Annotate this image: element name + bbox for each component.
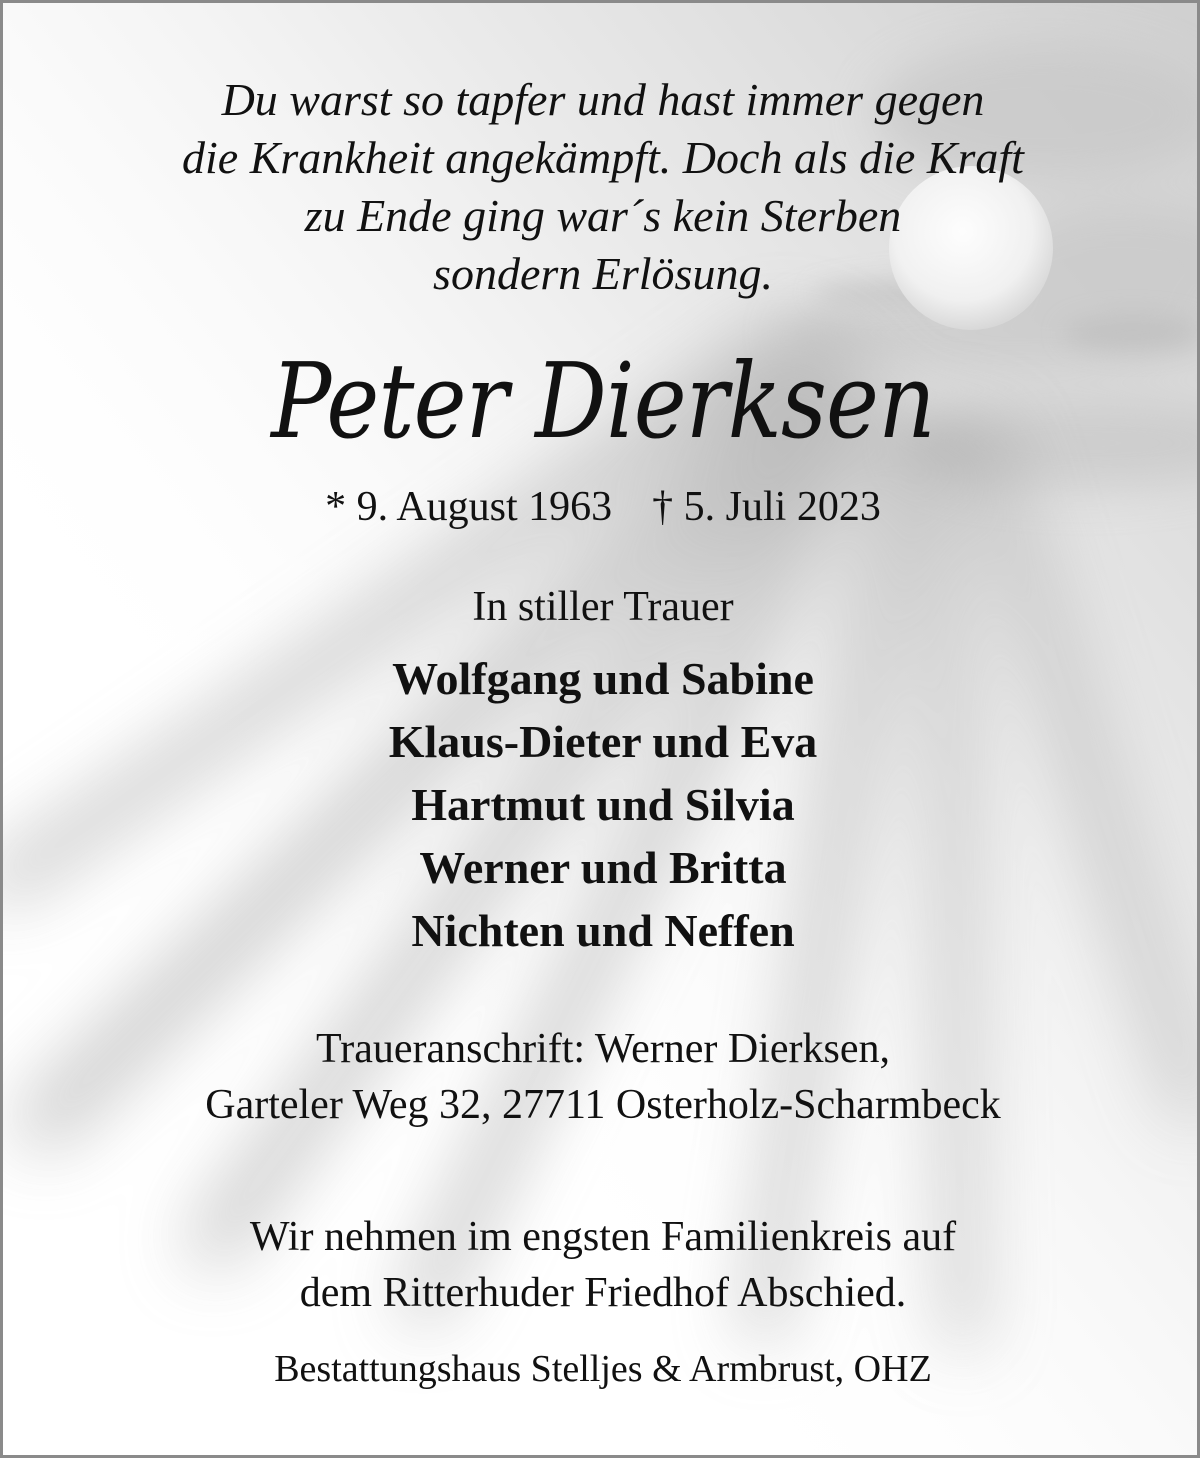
mourner-line: Wolfgang und Sabine bbox=[392, 653, 814, 704]
undertaker: Bestattungshaus Stelljes & Armbrust, OHZ bbox=[274, 1348, 932, 1390]
farewell-line-2: dem Ritterhuder Friedhof Abschied. bbox=[299, 1270, 907, 1316]
life-dates bbox=[3, 481, 1200, 533]
verse-line-1: Du warst so tapfer und hast immer gegen bbox=[221, 74, 985, 125]
farewell-line-1: Wir nehmen im engsten Familienkreis auf bbox=[249, 1214, 957, 1260]
verse-line-3: zu Ende ging war´s kein Sterben bbox=[304, 190, 902, 241]
birth-date: * 9. August 1963 bbox=[325, 484, 613, 530]
death-date: † 5. Juli 2023 bbox=[652, 484, 881, 530]
mourner-line: Klaus-Dieter und Eva bbox=[388, 716, 818, 767]
mourning-intro: In stiller Trauer bbox=[472, 584, 734, 630]
notice-content bbox=[3, 3, 1200, 1458]
address-line-1: Traueranschrift: Werner Dierksen, bbox=[316, 1026, 890, 1072]
address-line-2: Garteler Weg 32, 27711 Osterholz-Scharmbeck bbox=[205, 1082, 1001, 1128]
mourner-line: Werner und Britta bbox=[419, 842, 787, 893]
verse-line-2: die Krankheit angekämpft. Doch als die Kraft bbox=[182, 132, 1024, 183]
mourner-line: Nichten und Neffen bbox=[411, 905, 795, 956]
mourner-line: Hartmut und Silvia bbox=[411, 779, 795, 830]
verse-line-4: sondern Erlösung. bbox=[433, 248, 773, 299]
deceased-name: Peter Dierksen bbox=[271, 340, 935, 462]
